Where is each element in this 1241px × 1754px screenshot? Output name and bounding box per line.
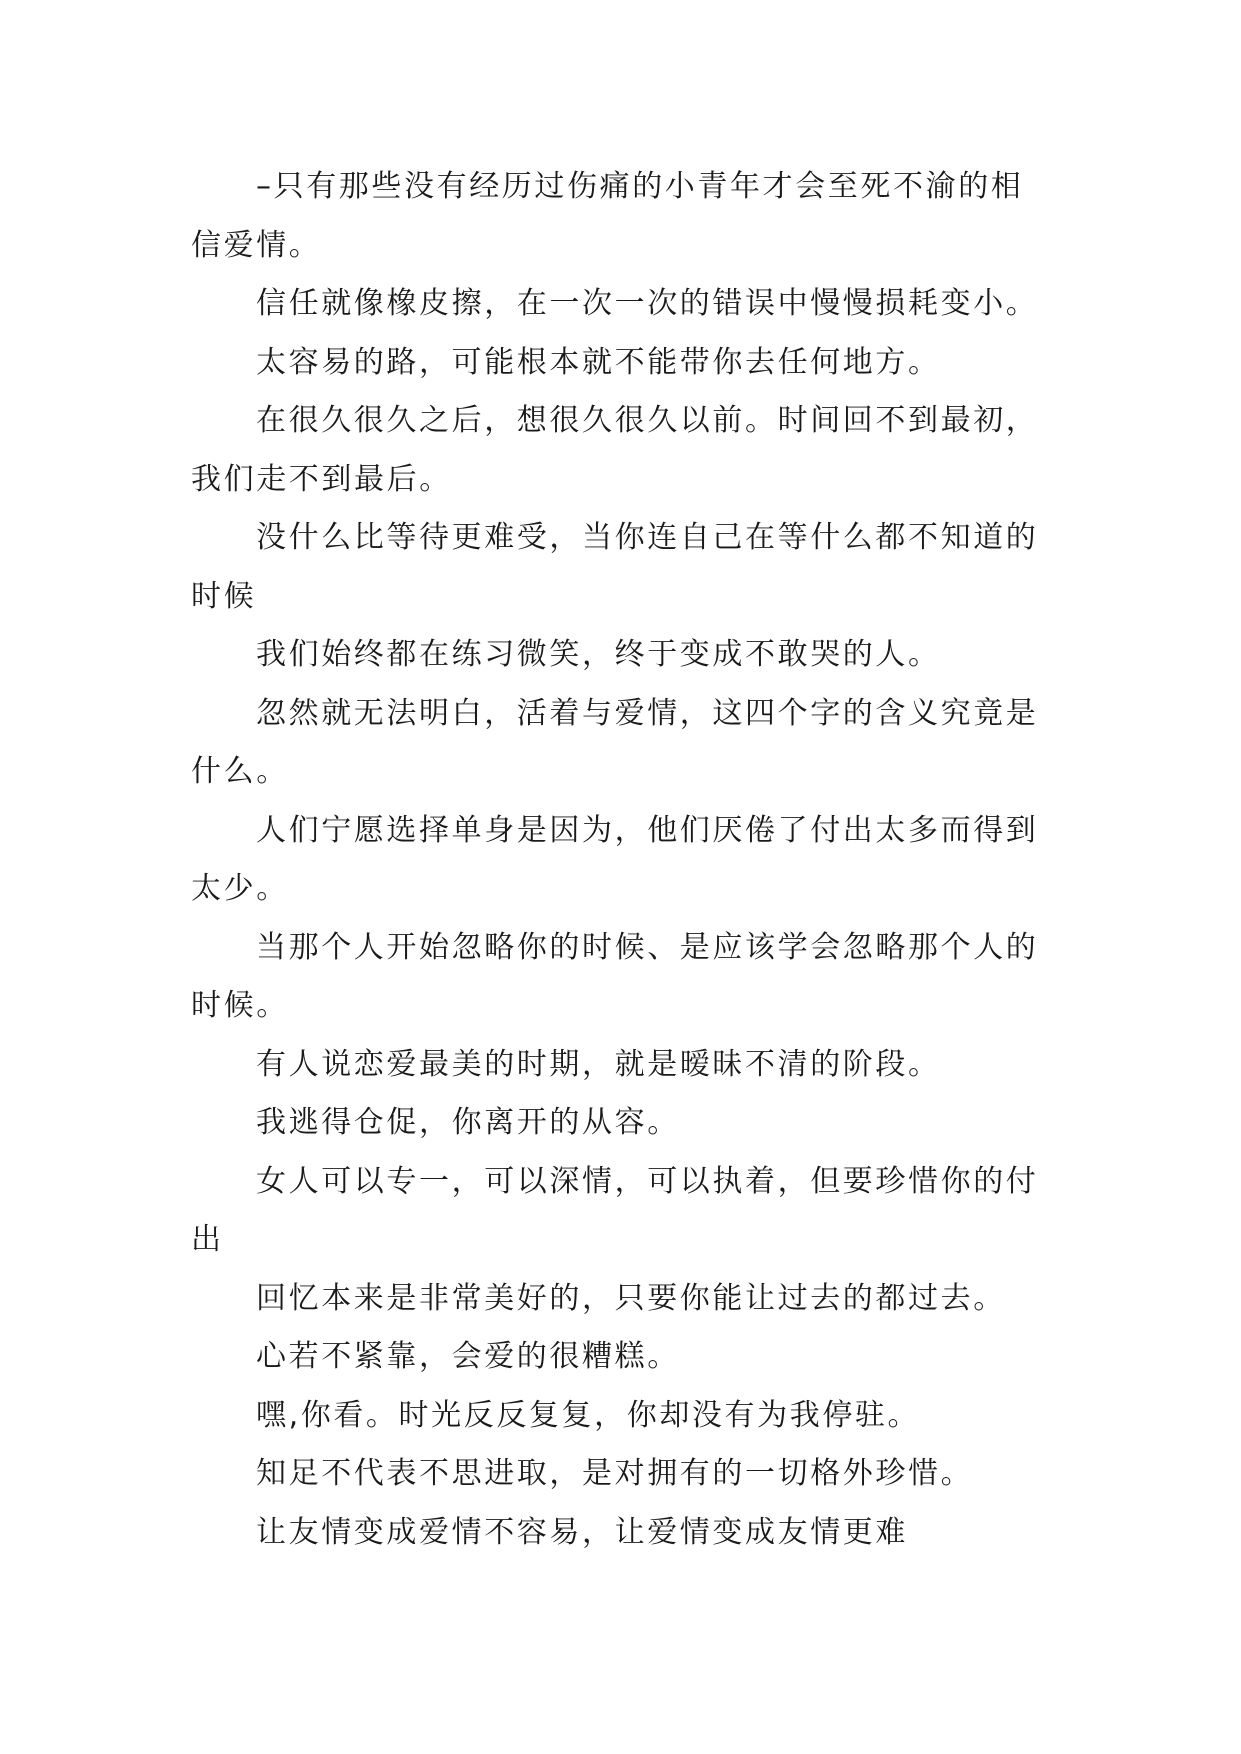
paragraph: 我逃得仓促，你离开的从容。 [256, 1105, 680, 1140]
paragraph: 信任就像橡皮擦，在一次一次的错误中慢慢损耗变小。 [256, 286, 1039, 321]
paragraph: 有人说恋爱最美的时期，就是暧昧不清的阶段。 [256, 1046, 941, 1082]
paragraph: 我们始终都在练习微笑，终于变成不敢哭的人。 [256, 637, 941, 672]
paragraph: 在很久很久之后，想很久很久以前。时间回不到最初，我们走不到最后。 [191, 403, 1039, 497]
document-body [191, 158, 1051, 1562]
paragraph: 忽然就无法明白，活着与爱情，这四个字的含义究竟是什么。 [191, 695, 1039, 789]
paragraph: 嘿,你看。时光反反复复，你却没有为我停驻。 [256, 1397, 921, 1433]
paragraph: 人们宁愿选择单身是因为，他们厌倦了付出太多而得到太少。 [191, 812, 1039, 906]
paragraph: 太容易的路，可能根本就不能带你去任何地方。 [256, 344, 941, 380]
paragraph: 没什么比等待更难受，当你连自己在等什么都不知道的时候 [191, 520, 1039, 614]
paragraph: 女人可以专一，可以深情，可以执着，但要珍惜你的付出 [191, 1163, 1039, 1257]
paragraph: 当那个人开始忽略你的时候、是应该学会忽略那个人的时候。 [191, 929, 1039, 1023]
paragraph: 回忆本来是非常美好的，只要你能让过去的都过去。 [256, 1280, 1006, 1316]
paragraph: 知足不代表不思进取，是对拥有的一切格外珍惜。 [256, 1456, 974, 1491]
paragraph: 让友情变成爱情不容易，让爱情变成友情更难 [256, 1514, 908, 1550]
paragraph: 心若不紧靠，会爱的很糟糕。 [256, 1339, 680, 1374]
paragraph: –只有那些没有经历过伤痛的小青年才会至死不渝的相信爱情。 [191, 169, 1024, 263]
